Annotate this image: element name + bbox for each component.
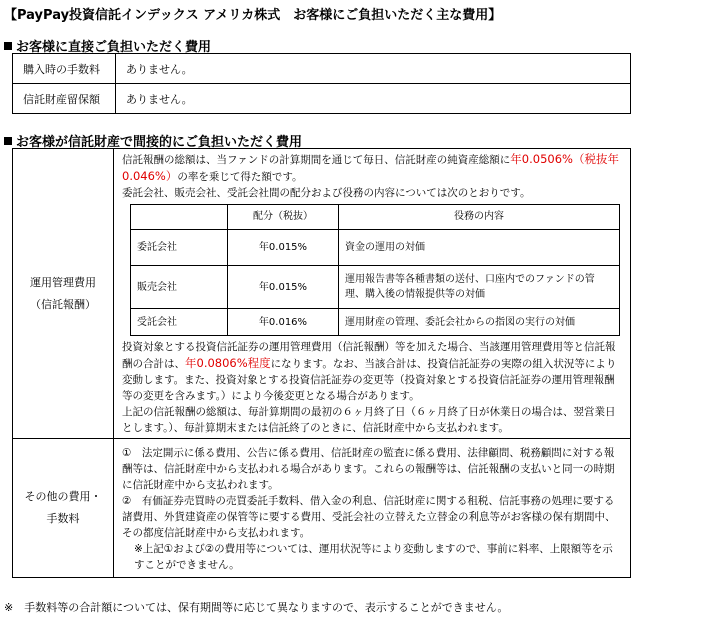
row-label: 信託財産留保額 [13, 84, 116, 114]
table-row [13, 54, 631, 84]
mgmt-fee-content [114, 149, 631, 439]
mgmt-fee-label [13, 149, 114, 439]
row-label: 購入時の手数料 [13, 54, 116, 84]
mgmt-after [122, 339, 622, 404]
row-value: ありません。 [116, 84, 631, 114]
column-header: 役務の内容 [339, 205, 620, 230]
after-text: 投資対象とする投資信託証券の運用管理費用（信託報酬）等を加えた場合、当該運用管理費用等と信託報酬の合計は、 [122, 341, 616, 370]
table-row [131, 309, 620, 336]
indirect-cost-table [12, 148, 631, 578]
rate-cell: 年0.015% [228, 230, 339, 266]
mgmt-fee-label-line1: 運用管理費用 [30, 275, 96, 289]
indirect-cost-heading-text: お客様が信託財産で間接的にご負担いただく費用 [16, 135, 303, 150]
rate-cell: 年0.016% [228, 309, 339, 336]
column-header [131, 205, 228, 230]
mgmt-fee-label-line2: （信託報酬） [30, 297, 96, 311]
other-fee-label-line1: その他の費用・ [24, 490, 102, 503]
service-cell: 運用報告書等各種書類の送付、口座内でのファンドの管理、購入後の情報提供等の対価 [339, 266, 620, 309]
table-row [13, 149, 631, 439]
direct-cost-heading-text: お客様に直接ご負担いただく費用 [16, 40, 212, 55]
table-header-row [131, 205, 620, 230]
square-bullet-icon [4, 137, 12, 145]
party-cell: 委託会社 [131, 230, 228, 266]
direct-cost-table [12, 53, 631, 114]
intro-text: 信託報酬の総額は、当ファンドの計算期間を通じて毎日、信託財産の純資産総額に [122, 154, 511, 166]
other-fee-item-2: ② 有価証券売買時の売買委託手数料、借入金の利息、信託財産に関する租税、信託事務の処理に要する諸費用、外貨建資産の保管等に要する費用、受託会社の立替えた立替金の利息等がお客様の保有期間中、その都度信託財産中から支払われます。 [122, 495, 616, 539]
row-value: ありません。 [116, 54, 631, 84]
other-fee-label-line2: 手数料 [46, 512, 80, 525]
table-row [13, 84, 631, 114]
mgmt-intro [122, 151, 622, 185]
intro-text-end: の率を乗じて得た額です。 [177, 171, 303, 183]
alloc-intro: 委託会社、販売会社、受託会社間の配分および役務の内容については次のとおりです。 [122, 187, 531, 199]
total-rate-highlight: 年0.0806%程度 [185, 356, 271, 370]
column-header: 配分（税抜） [228, 205, 339, 230]
square-bullet-icon [4, 42, 12, 50]
other-fee-note: ※上記①および②の費用等については、運用状況等により変動しますので、事前に料率、上限額等を示すことができません。 [134, 543, 613, 571]
party-cell: 受託会社 [131, 309, 228, 336]
fee-allocation-table [130, 204, 620, 336]
payment-timing-text: 上記の信託報酬の総額は、毎計算期間の最初の６ヶ月終了日（６ヶ月終了日が休業日の場合は、翌営業日とします。）、毎計算期末または信託終了のときに、信託財産中から支払われます。 [122, 406, 616, 434]
service-cell: 運用財産の管理、委託会社からの指図の実行の対価 [339, 309, 620, 336]
rate-cell: 年0.015% [228, 266, 339, 309]
fee-rate-highlight: 年0.0506%（税抜年0.046%） [122, 152, 619, 183]
after-text-end: になります。なお、当該合計は、投資信託証券の実際の組入状況等により変動します。また、投資対象とする投資信託証券の変更等（投資対象とする投資信託証券の運用管理報酬等の変更を含みます。）により今後変更となる場合があります。 [122, 358, 617, 402]
table-row [131, 266, 620, 309]
table-row [13, 439, 631, 578]
other-fee-label [13, 439, 114, 578]
other-fee-item-1: ① 法定開示に係る費用、公告に係る費用、信託財産の監査に係る費用、法律顧問、税務顧問に対する報酬等は、信託財産中から支払われる場合があります。これらの報酬等は、信託報酬の支払いと同一の時期に信託財産中から支払われます。 [122, 447, 615, 491]
page-title: 【PayPay投資信託インデックス アメリカ株式 お客様にご負担いただく主な費用】 [4, 8, 502, 23]
party-cell: 販売会社 [131, 266, 228, 309]
footnote: ※ 手数料等の合計額については、保有期間等に応じて異なりますので、表示することができません。 [4, 601, 509, 614]
other-fee-content [114, 439, 631, 578]
service-cell: 資金の運用の対価 [339, 230, 620, 266]
table-row [131, 230, 620, 266]
